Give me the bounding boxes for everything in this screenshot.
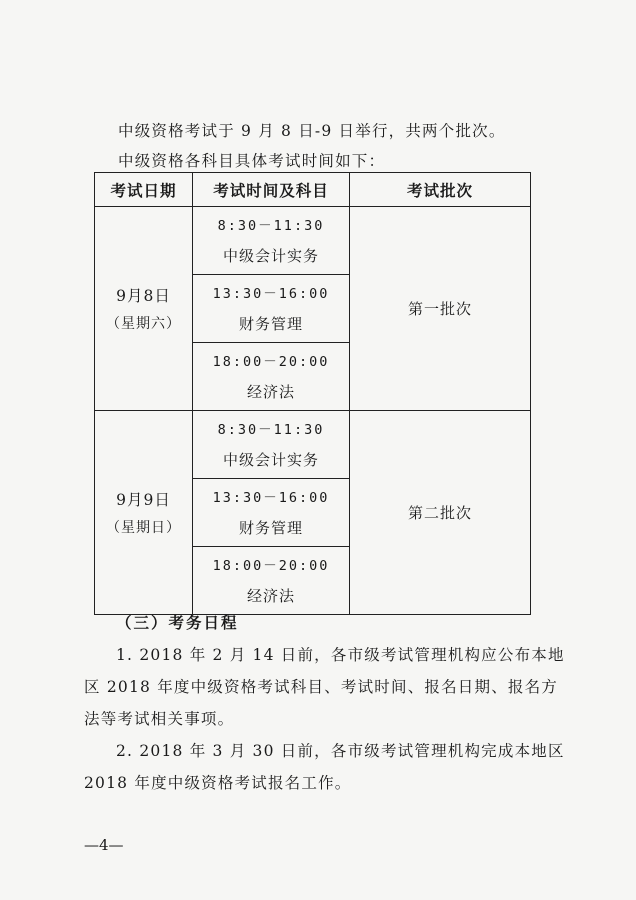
batch-cell: 第一批次 xyxy=(350,207,531,411)
exam-time: 18:00－20:00 xyxy=(212,353,330,370)
item2-line-2: 2018 年度中级资格考试报名工作。 xyxy=(84,774,352,792)
exam-subject: 财务管理 xyxy=(238,518,303,537)
exam-time: 18:00－20:00 xyxy=(212,557,330,574)
exam-time: 13:30－16:00 xyxy=(212,489,330,506)
time-subject-cell xyxy=(193,275,350,343)
time-subject-cell xyxy=(193,479,350,547)
date-cell xyxy=(95,207,193,411)
item1-line-1: 1. 2018 年 2 月 14 日前，各市级考试管理机构应公布本地 xyxy=(116,646,565,664)
exam-subject: 中级会计实务 xyxy=(222,450,319,469)
exam-subject: 经济法 xyxy=(246,586,295,605)
table-row xyxy=(95,207,531,275)
exam-weekday: （星期日） xyxy=(106,519,181,536)
exam-subject: 中级会计实务 xyxy=(222,246,319,265)
item1-line-3: 法等考试相关事项。 xyxy=(84,710,235,728)
header-exam-date: 考试日期 xyxy=(95,173,193,207)
exam-date: 9月8日 xyxy=(116,286,171,305)
exam-time: 8:30－11:30 xyxy=(217,217,325,234)
table-row xyxy=(95,411,531,479)
header-exam-time-subject: 考试时间及科目 xyxy=(193,173,350,207)
table-header-row xyxy=(95,173,531,207)
exam-weekday: （星期六） xyxy=(106,315,181,332)
exam-time: 8:30－11:30 xyxy=(217,421,325,438)
time-subject-cell xyxy=(193,343,350,411)
section-heading: （三）考务日程 xyxy=(116,613,239,632)
time-subject-cell xyxy=(193,411,350,479)
exam-date: 9月9日 xyxy=(116,490,171,509)
intro-line-2: 中级资格各科目具体考试时间如下： xyxy=(118,152,386,170)
date-cell xyxy=(95,411,193,615)
time-subject-cell xyxy=(193,547,350,615)
exam-subject: 财务管理 xyxy=(238,314,303,333)
intro-line-1: 中级资格考试于 9 月 8 日-9 日举行，共两个批次。 xyxy=(118,122,506,140)
page-number: —4— xyxy=(84,836,124,854)
item2-line-1: 2. 2018 年 3 月 30 日前，各市级考试管理机构完成本地区 xyxy=(116,742,565,760)
exam-schedule-table xyxy=(94,172,531,615)
batch-cell: 第二批次 xyxy=(350,411,531,615)
exam-subject: 经济法 xyxy=(246,382,295,401)
exam-time: 13:30－16:00 xyxy=(212,285,330,302)
header-exam-batch: 考试批次 xyxy=(350,173,531,207)
item1-line-2: 区 2018 年度中级资格考试科目、考试时间、报名日期、报名方 xyxy=(84,678,559,696)
time-subject-cell xyxy=(193,207,350,275)
